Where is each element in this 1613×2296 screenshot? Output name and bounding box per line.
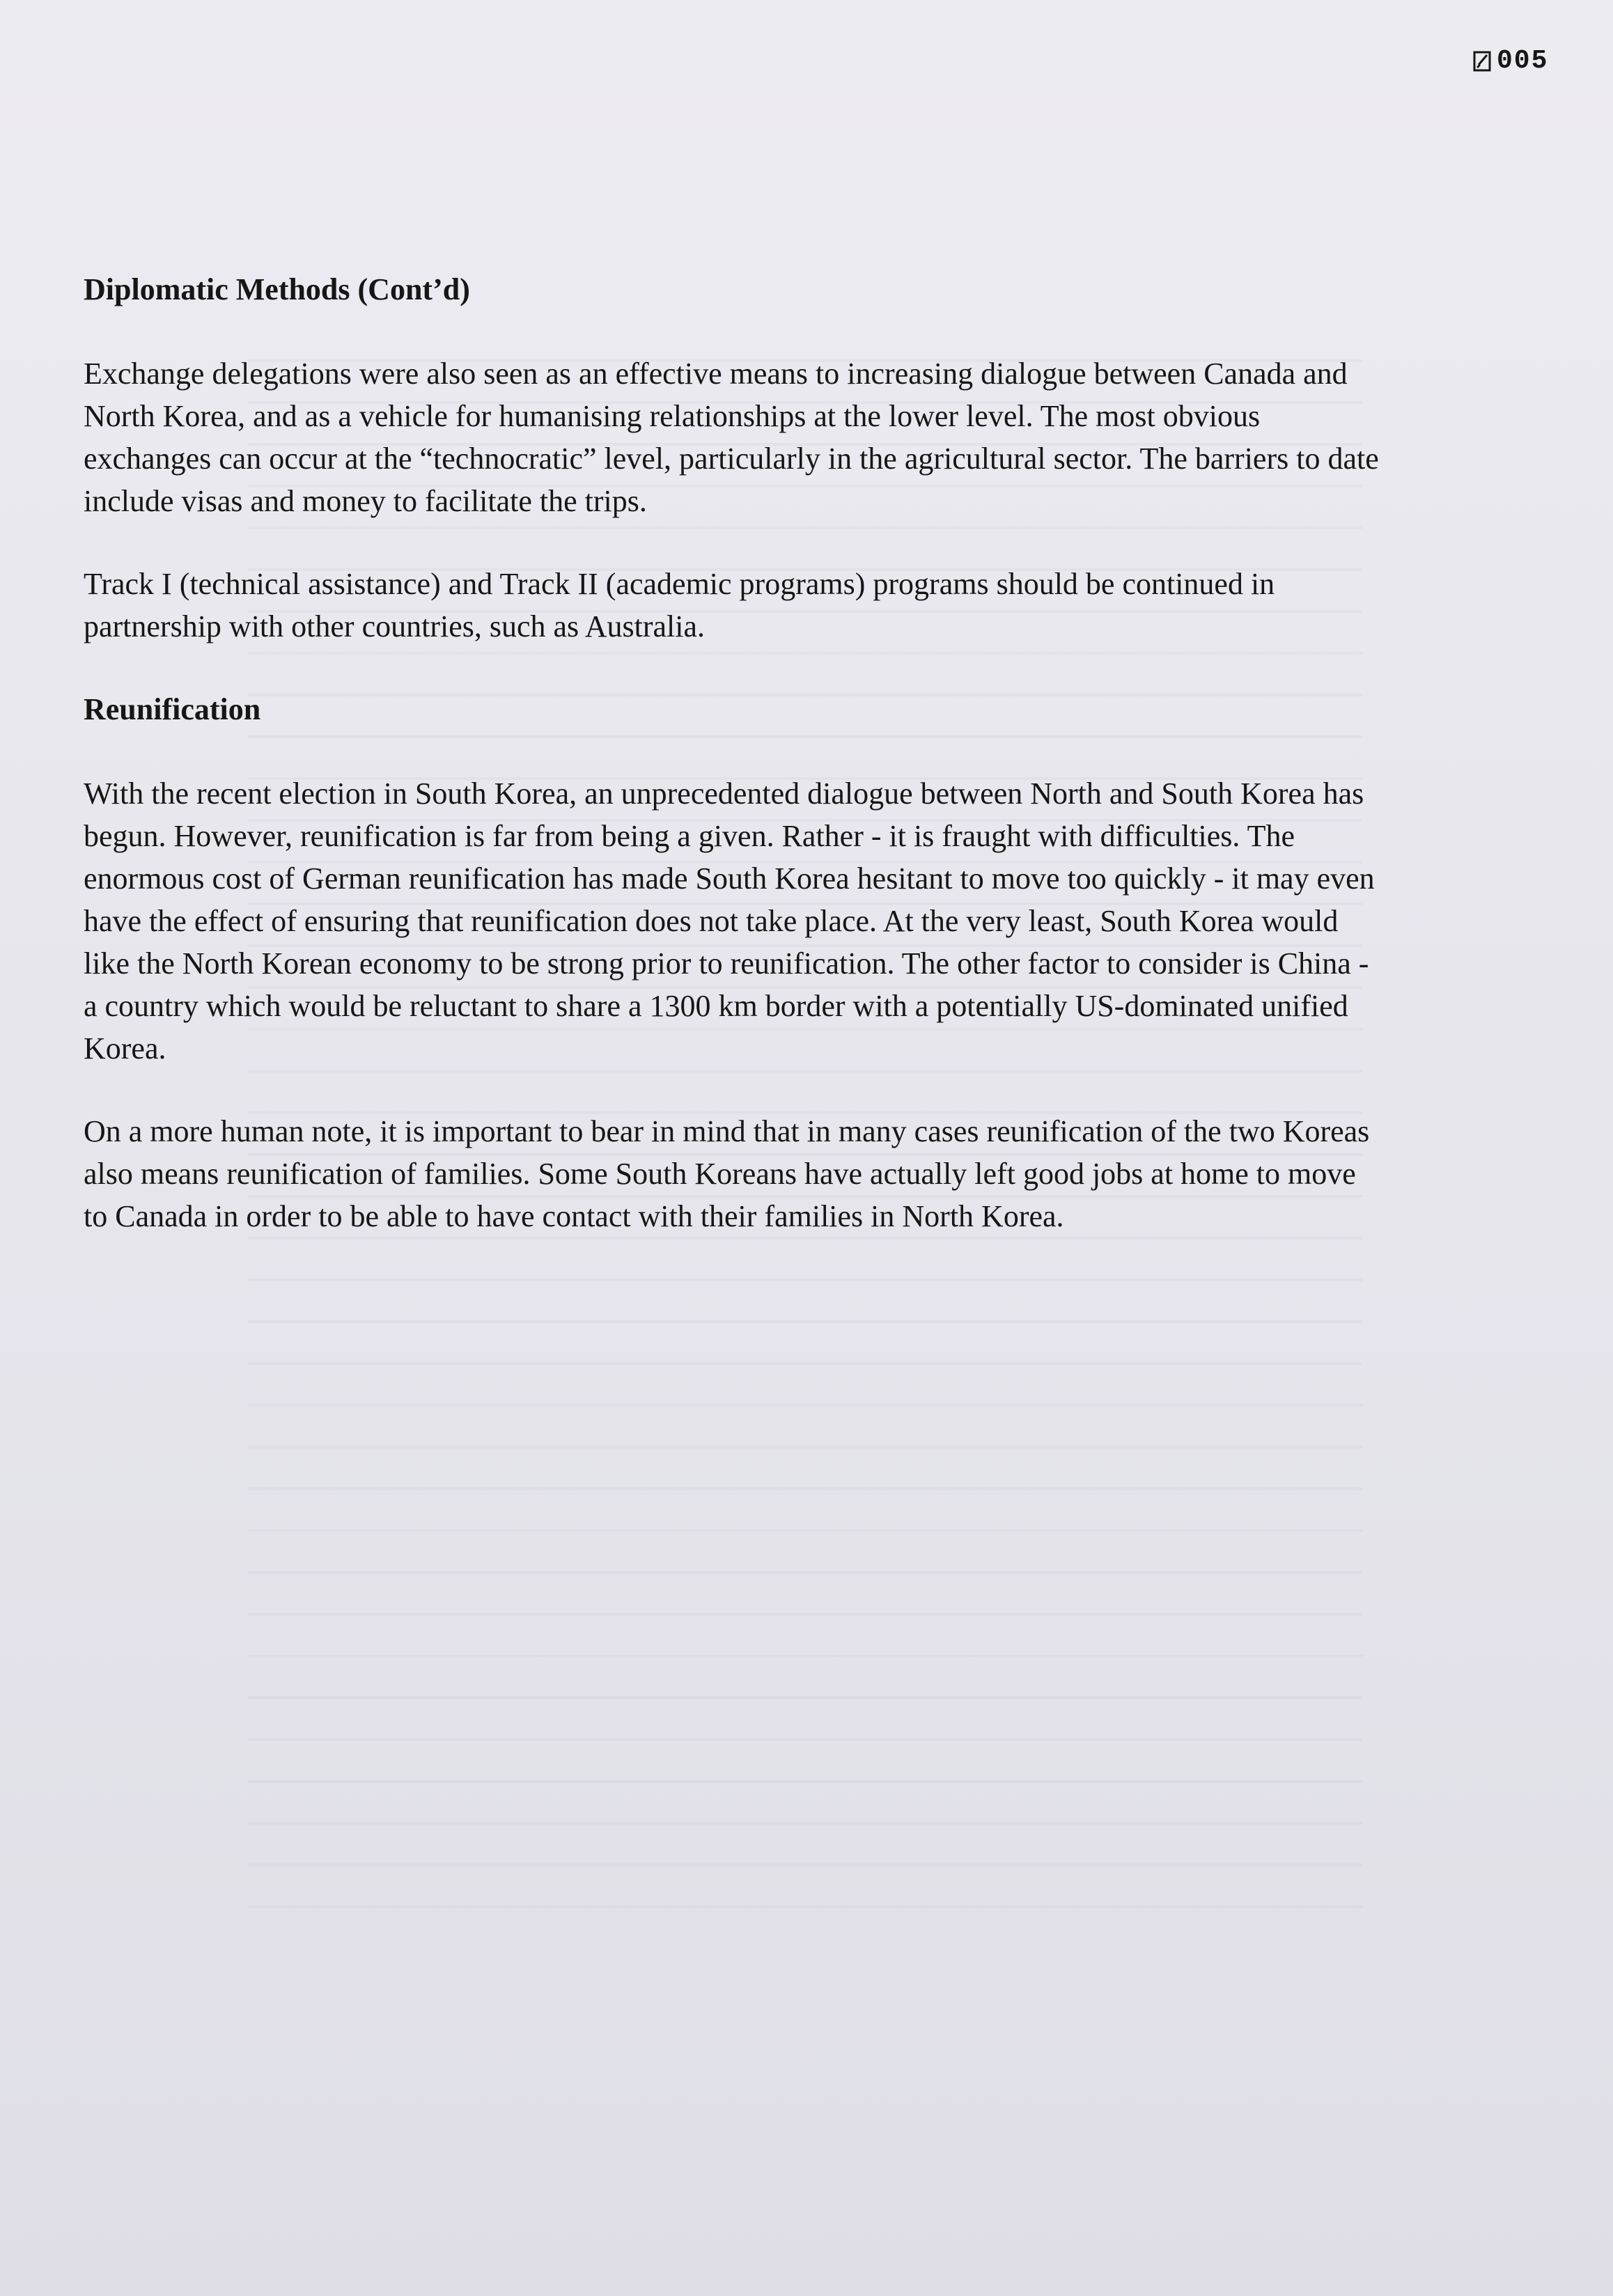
- fax-page-stamp: [1473, 46, 1548, 76]
- document-body: [84, 268, 1379, 1237]
- section-heading-reunification: Reunification: [84, 692, 261, 726]
- paragraph-exchange-delegations: Exchange delegations were also seen as an effective means to increasing dialogue between Canada and North Korea, and as a vehicle for humanising relationships at the lower level. The most obvious exchanges can occur at the “technocratic” level, particularly in the agricultural sector. The barriers to date include visas and money to facilitate the trips.: [84, 357, 1379, 518]
- paragraph-recent-election: With the recent election in South Korea, an unprecedented dialogue between North and South Korea has begun. However, reunification is far from being a given. Rather - it is fraught with difficulties. The enormous cost of German reunification has made South Korea hesitant to move too quickly - it may even have the effect of ensuring that reunification does not take place. At the very least, South Korea would like the North Korean economy to be strong prior to reunification. The other factor to consider is China - a country which would be reluctant to share a 1300 km border with a potentially US-dominated unified Korea.: [84, 776, 1375, 1065]
- paragraph-human-note: On a more human note, it is important to bear in mind that in many cases reunification of the two Koreas also means reunification of families. Some South Koreans have actually left good jobs at home to move to Canada in order to be able to have contact with their families in North Korea.: [84, 1114, 1370, 1233]
- section-heading-diplomatic-methods: Diplomatic Methods (Cont’d): [84, 272, 470, 306]
- paragraph-track-programs: Track I (technical assistance) and Track II (academic programs) programs should be continued in partnership with other countries, such as Australia.: [84, 567, 1275, 643]
- fax-page-icon: [1473, 51, 1493, 72]
- page-number: 005: [1497, 46, 1549, 76]
